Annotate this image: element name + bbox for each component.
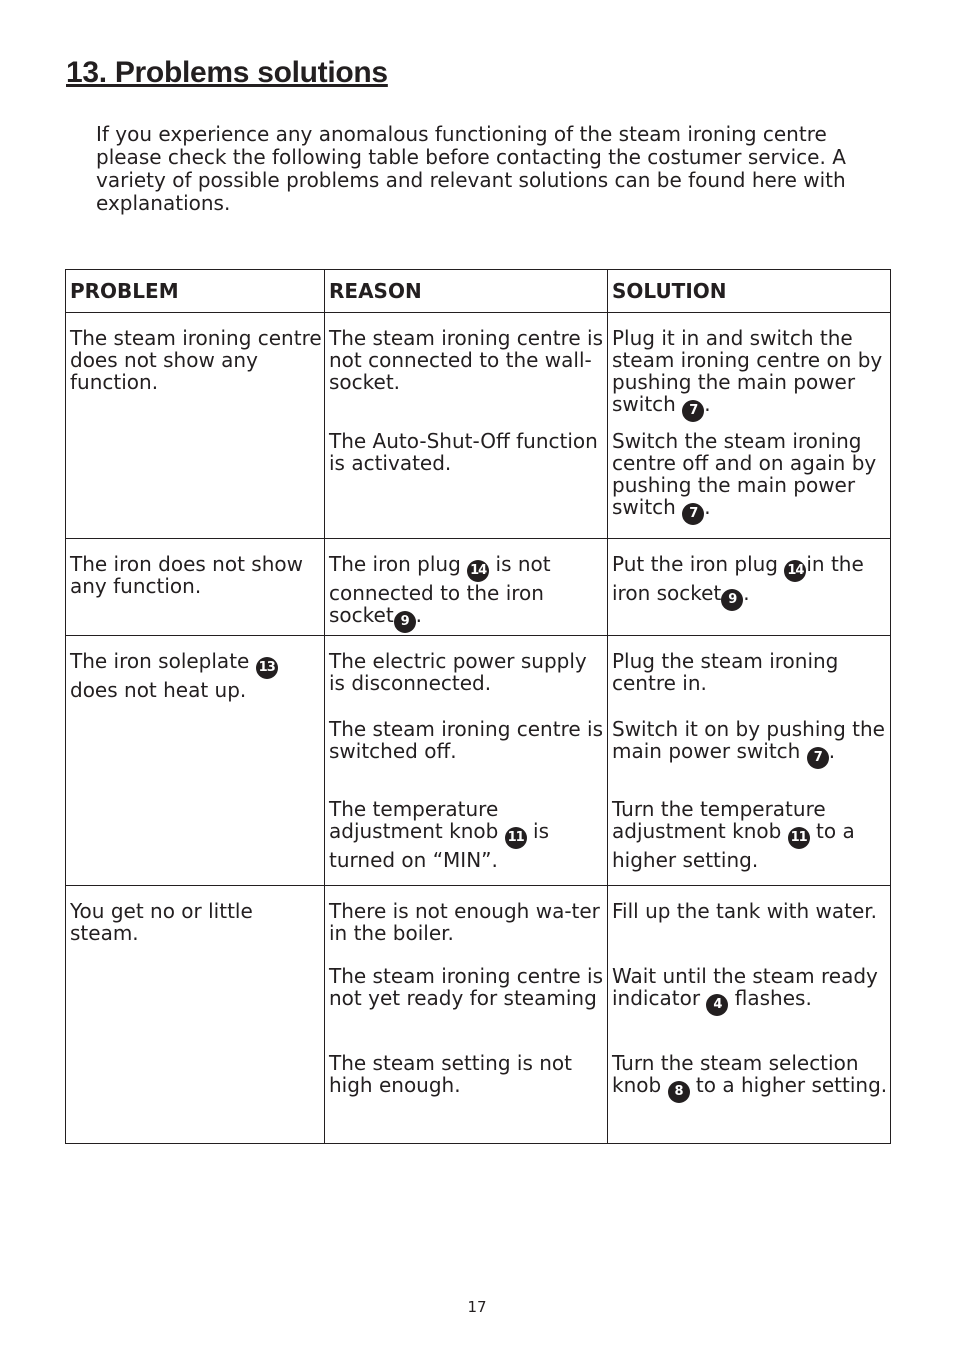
problems-solutions-table: [65, 269, 891, 1144]
problem-text: You get no or little steam.: [70, 899, 253, 945]
solution-cell: [608, 636, 891, 886]
header-solution: SOLUTION: [608, 270, 891, 313]
solution-text: Put the iron plug 14 in the iron socket 9 .: [612, 553, 888, 611]
part-number-badge: 11: [788, 827, 810, 849]
part-number-badge: 7: [682, 400, 704, 422]
reason-cell: [325, 313, 608, 539]
part-number-badge: 14: [784, 560, 806, 582]
reason-text: The steam setting is not high enough.: [329, 1051, 572, 1097]
reason-text: The steam ironing centre is not yet ready for steaming: [329, 964, 603, 1010]
problem-cell: [66, 886, 325, 1144]
solution-text: Switch the steam ironing centre off and on again by pushing the main power switch 7 .: [612, 430, 888, 525]
table-row: [66, 886, 891, 1144]
intro-paragraph: If you experience any anomalous functioning of the steam ironing centre please check the following table before contacting the costumer service. A variety of possible problems and relevant solutions can be found here with explanations.: [96, 122, 846, 215]
solution-cell: [608, 313, 891, 539]
solution-cell: [608, 886, 891, 1144]
problem-cell: [66, 539, 325, 636]
part-number-badge: 11: [505, 827, 527, 849]
solution-text: Plug it in and switch the steam ironing centre on by pushing the main power switch 7 .: [612, 327, 888, 430]
part-number-badge: 9: [394, 611, 416, 633]
table-header-row: [66, 270, 891, 313]
reason-cell: [325, 886, 608, 1144]
solution-text: Wait until the steam ready indicator 4 flashes.: [612, 965, 888, 1052]
solution-text: Fill up the tank with water.: [612, 899, 877, 923]
solution-text: Turn the temperature adjustment knob 11 to a higher setting.: [612, 797, 855, 872]
part-number-badge: 7: [682, 503, 704, 525]
problem-text: The iron soleplate 13 does not heat up.: [70, 650, 322, 701]
header-problem: PROBLEM: [66, 270, 325, 313]
solution-text: Plug the steam ironing centre in.: [612, 649, 839, 695]
problem-text: The steam ironing centre does not show any function.: [70, 326, 322, 394]
reason-text: The electric power supply is disconnected.: [329, 649, 587, 695]
part-number-badge: 14: [467, 560, 489, 582]
table-row: [66, 313, 891, 539]
header-reason: REASON: [325, 270, 608, 313]
reason-text: The Auto-Shut-Off function is activated.: [329, 429, 598, 475]
problem-text: The iron does not show any function.: [70, 552, 303, 598]
table-row: [66, 539, 891, 636]
reason-cell: [325, 539, 608, 636]
part-number-badge: 9: [721, 589, 743, 611]
reason-text: The iron plug 14 is not connected to the iron socket 9 .: [329, 553, 605, 633]
page-title: 13. Problems solutions: [66, 56, 388, 89]
reason-text: The temperature adjustment knob 11 is turned on “MIN”.: [329, 797, 549, 872]
reason-text: The steam ironing centre is not connected to the wall-socket.: [329, 326, 603, 394]
solution-cell: [608, 539, 891, 636]
reason-text: There is not enough wa-ter in the boiler.: [329, 899, 600, 945]
part-number-badge: 7: [807, 747, 829, 769]
part-number-badge: 4: [706, 994, 728, 1016]
page-number: 17: [467, 1298, 487, 1316]
table-row: [66, 636, 891, 886]
solution-text: Switch it on by pushing the main power switch 7 .: [612, 718, 888, 798]
part-number-badge: 13: [256, 657, 278, 679]
solution-text: Turn the steam selection knob 8 to a higher setting.: [612, 1052, 888, 1103]
reason-text: The steam ironing centre is switched off.: [329, 717, 603, 763]
reason-cell: [325, 636, 608, 886]
problem-cell: [66, 636, 325, 886]
part-number-badge: 8: [668, 1081, 690, 1103]
problem-cell: [66, 313, 325, 539]
